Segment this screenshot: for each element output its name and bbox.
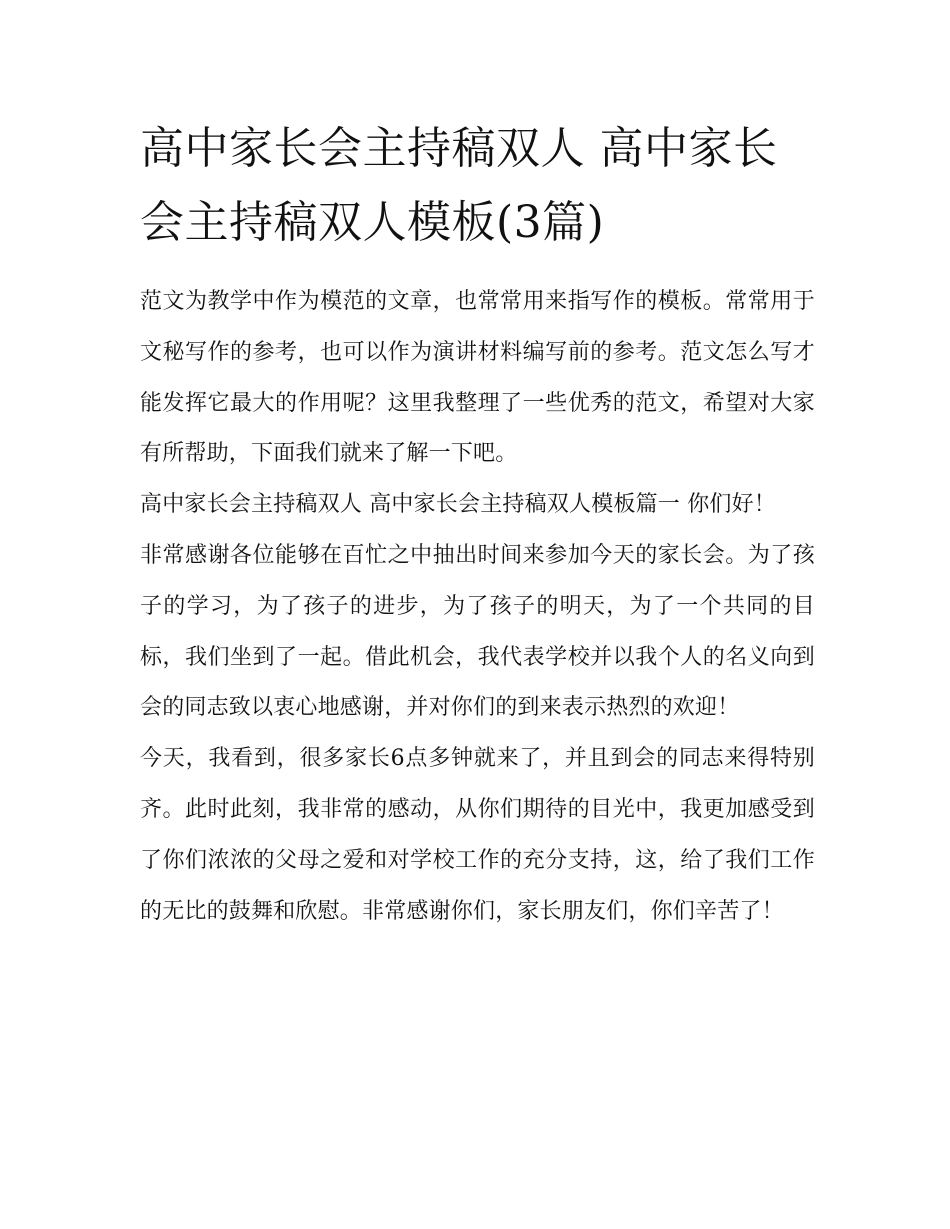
thanks-paragraph: 非常感谢各位能够在百忙之中抽出时间来参加今天的家长会。为了孩子的学习，为了孩子的进步，为了孩子的明天，为了一个共同的目标，我们坐到了一起。借此机会，我代表学校并以我个人的名义向到会的同志致以衷心地感谢，并对你们的到来表示热烈的欢迎！	[140, 542, 815, 721]
today-paragraph: 今天，我看到，很多家长6点多钟就来了，并且到会的同志来得特别齐。此时此刻，我非常的感动，从你们期待的目光中，我更加感受到了你们浓浓的父母之爱和对学校工作的充分支持，这，给了我们工作的无比的鼓舞和欣慰。非常感谢你们，家长朋友们，你们辛苦了！	[140, 746, 815, 924]
document-title: 高中家长会主持稿双人 高中家长会主持稿双人模板(3篇)	[140, 123, 778, 248]
section-heading-paragraph: 高中家长会主持稿双人 高中家长会主持稿双人模板篇一 你们好！	[140, 492, 776, 518]
intro-paragraph: 范文为教学中作为模范的文章，也常常用来指写作的模板。常常用于文秘写作的参考，也可以作为演讲材料编写前的参考。范文怎么写才能发挥它最大的作用呢？这里我整理了一些优秀的范文，希望对大家有所帮助，下面我们就来了解一下吧。	[140, 289, 815, 467]
document-body	[140, 277, 815, 937]
